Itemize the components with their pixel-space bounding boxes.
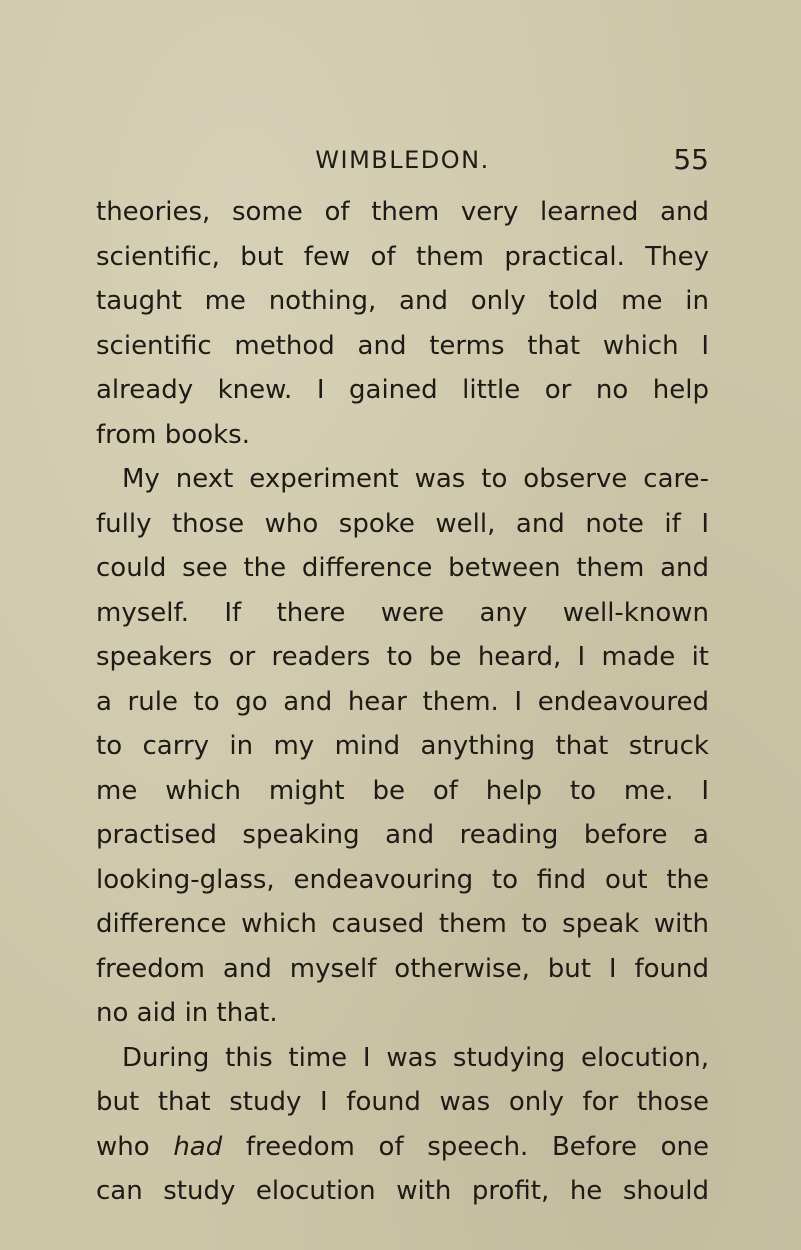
running-head xyxy=(96,140,709,180)
text-line xyxy=(96,1125,709,1170)
text-line: scientific method and terms that which I xyxy=(96,330,709,361)
text-line: could see the difference between them and xyxy=(96,553,709,583)
text-line: to carry in my mind anything that struck xyxy=(96,731,709,761)
text-line: but that study I found was only for those xyxy=(96,1087,709,1117)
page-number: 55 xyxy=(673,143,709,176)
text-line: speakers or readers to be heard, I made it xyxy=(96,642,709,672)
text-line: already knew. I gained little or no help xyxy=(96,375,709,405)
text-line: a rule to go and hear them. I endeavoured xyxy=(96,686,709,717)
text-line: freedom and myself otherwise, but I found xyxy=(96,953,709,984)
body-text xyxy=(96,190,709,1214)
italic-emphasis: had xyxy=(173,1131,223,1162)
text-line: looking-glass, endeavouring to find out the xyxy=(96,864,709,895)
text-line: myself. If there were any well-known xyxy=(96,597,709,628)
text-line: My next experiment was to observe care- xyxy=(122,464,709,494)
text-line: fully those who spoke well, and note if I xyxy=(96,508,709,539)
text-line: taught me nothing, and only told me in xyxy=(96,286,709,316)
text-segment: who xyxy=(96,1131,174,1162)
text-line: practised speaking and reading before a xyxy=(96,820,709,850)
text-line: from books. xyxy=(96,419,250,450)
text-line: scientific, but few of them practical. They xyxy=(96,241,709,272)
text-line: me which might be of help to me. I xyxy=(96,775,709,806)
text-line: During this time I was studying elocution, xyxy=(122,1042,709,1073)
text-segment: freedom of speech. Before one xyxy=(222,1131,710,1162)
text-line: no aid in that. xyxy=(96,998,278,1028)
text-line: theories, some of them very learned and xyxy=(96,197,709,227)
running-title: WIMBLEDON. xyxy=(315,146,490,174)
text-line: can study elocution with profit, he should xyxy=(96,1176,709,1206)
text-line: difference which caused them to speak with xyxy=(96,909,709,939)
